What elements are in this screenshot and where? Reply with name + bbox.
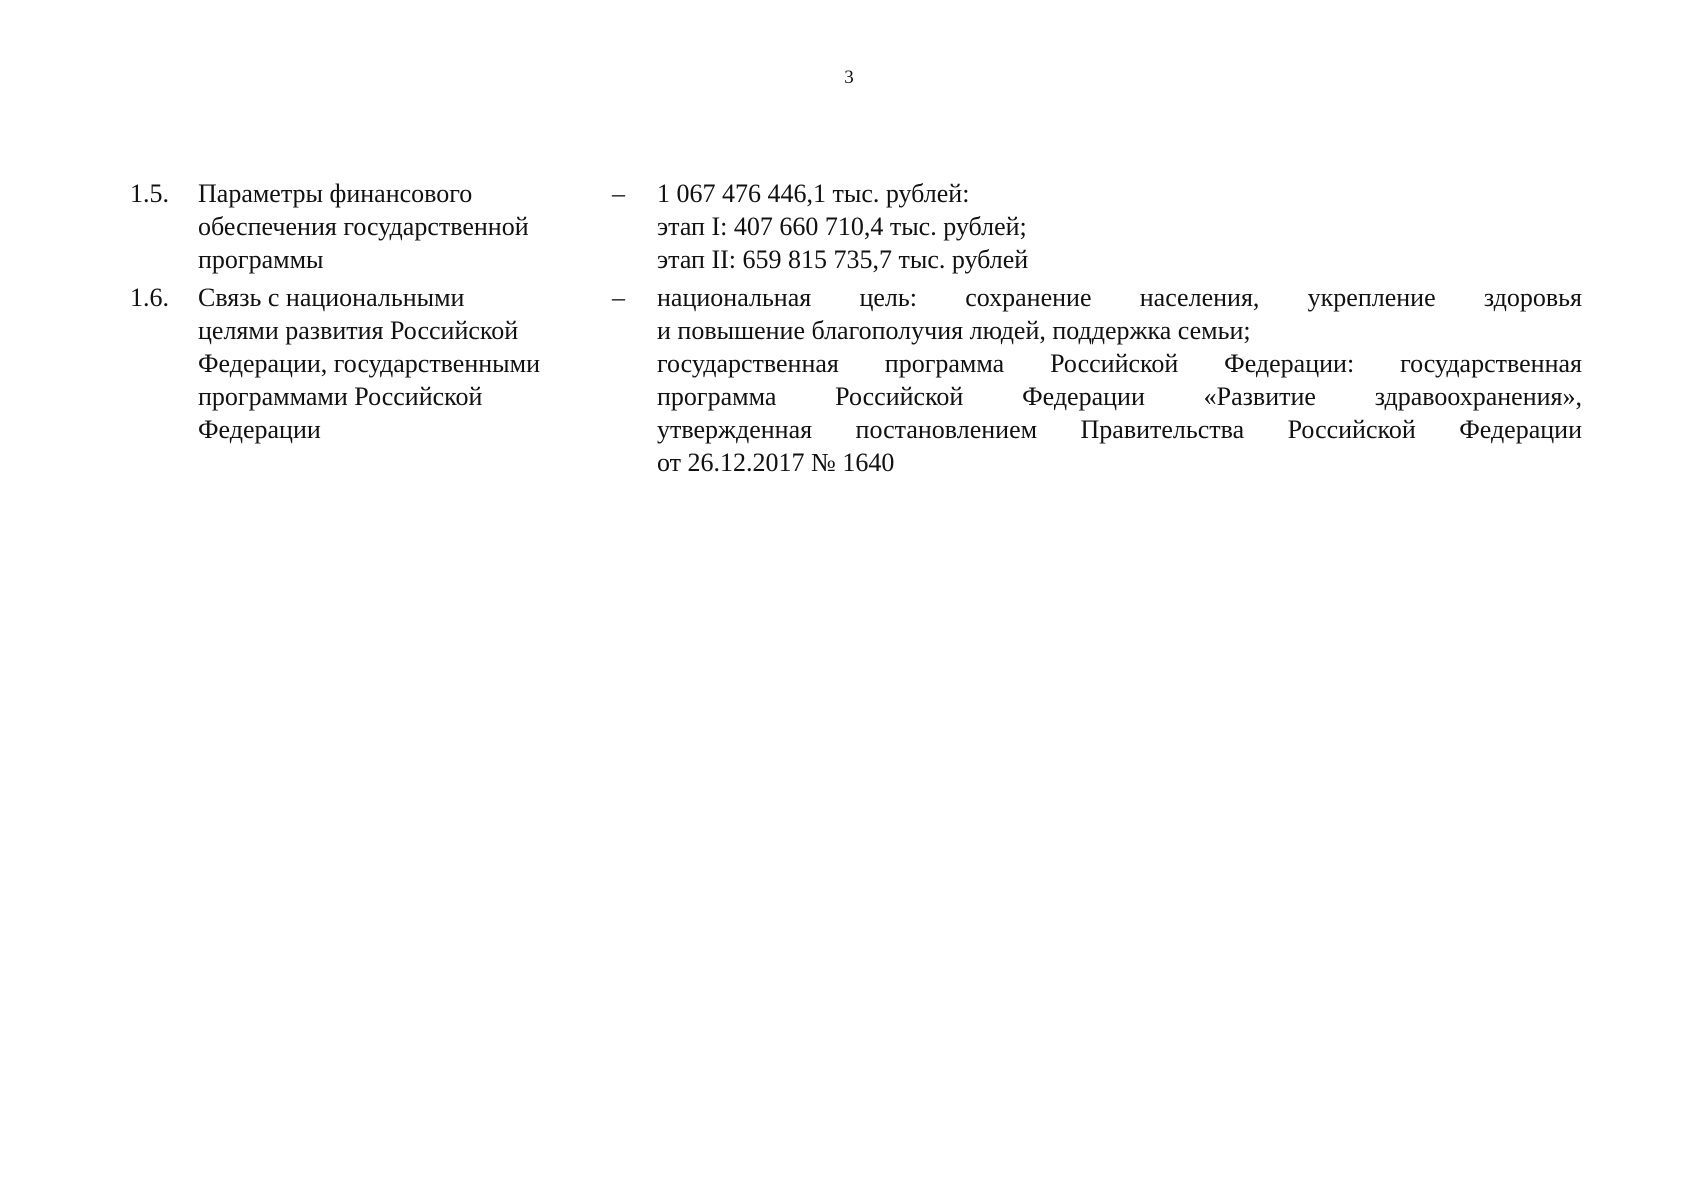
value-line: государственная программа Российской Федерации: государственная [657, 349, 1582, 378]
label-line: Федерации [198, 415, 321, 444]
label-line: Федерации, государственными [198, 349, 541, 378]
label-line: программами Российской [198, 382, 483, 411]
value-line: этап II: 659 815 735,7 тыс. рублей [657, 245, 1029, 274]
value-line: программа Российской Федерации «Развитие здравоохранения», [657, 382, 1582, 411]
value-line: утвержденная постановлением Правительства Российской Федерации [657, 415, 1582, 444]
label-line: обеспечения государственной [198, 212, 529, 241]
row-number: 1.6. [130, 283, 169, 312]
row-label [198, 281, 593, 446]
row-number: 1.5. [130, 179, 169, 208]
row-label [198, 177, 593, 276]
value-line: и повышение благополучия людей, поддержка семьи; [657, 316, 1251, 345]
label-line: целями развития Российской [198, 316, 519, 345]
value-line: от 26.12.2017 № 1640 [657, 448, 895, 477]
page-number: 3 [844, 67, 854, 88]
value-line: национальная цель: сохранение населения, укрепление здоровья [657, 283, 1582, 312]
label-line: Связь с национальными [198, 283, 465, 312]
row-dash: – [612, 179, 625, 208]
row-value [657, 281, 1582, 479]
label-line: программы [198, 245, 324, 274]
value-line: этап I: 407 660 710,4 тыс. рублей; [657, 212, 1027, 241]
row-value [657, 177, 1582, 276]
value-line: 1 067 476 446,1 тыс. рублей: [657, 179, 970, 208]
label-line: Параметры финансового [198, 179, 473, 208]
row-dash: – [612, 283, 625, 312]
